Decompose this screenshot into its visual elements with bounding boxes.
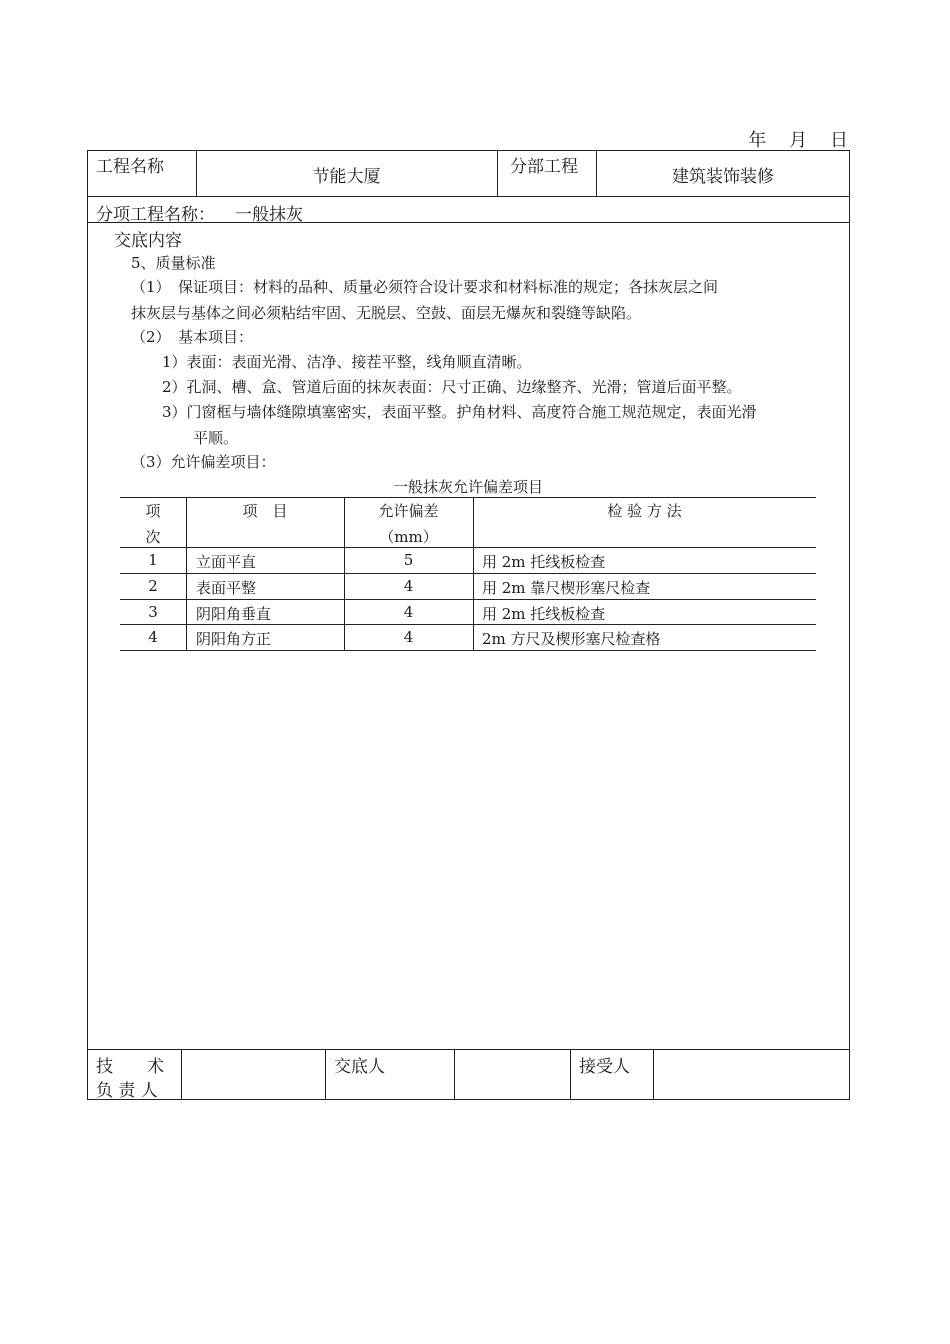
table-cell-tolerance: 5 — [403, 551, 414, 569]
table-cell-method: 用 2m 托线板检查 — [482, 605, 606, 623]
subitem-value: 一般抹灰 — [235, 205, 303, 225]
table-cell-tolerance: 4 — [403, 577, 414, 595]
table-cell-index: 3 — [148, 603, 158, 621]
table-cell-index: 2 — [148, 577, 158, 595]
item5-title: 5、质量标准 — [131, 254, 216, 272]
section-title: 交底内容 — [114, 231, 182, 251]
table-header-tolerance: 允许偏差 — [378, 502, 439, 520]
basic-title: （2） 基本项目： — [131, 328, 254, 346]
tolerance-title: （3）允许偏差项目： — [131, 453, 276, 471]
project-name-label: 工程名称 — [96, 157, 164, 177]
basic-item-3-cont: 平顺。 — [193, 429, 239, 447]
date-line: 年 月 日 — [748, 130, 848, 151]
table-cell-method: 用 2m 靠尺楔形塞尺检查 — [482, 579, 651, 597]
guarantee-line1: （1） 保证项目：材料的品种、质量必须符合设计要求和材料标准的规定；各抹灰层之间 — [131, 278, 719, 296]
subitem-label: 分项工程名称： — [96, 205, 215, 225]
receiver-signature-field[interactable] — [654, 1050, 849, 1099]
table-header-method: 检 验 方 法 — [607, 502, 682, 520]
table-cell-item: 阴阳角垂直 — [196, 605, 272, 623]
table-header-index-2: 次 — [145, 528, 161, 546]
discloser-signature-field[interactable] — [455, 1050, 569, 1099]
basic-item-1: 1）表面：表面光滑、洁净、接茬平整，线角顺直清晰。 — [162, 353, 532, 371]
tech-lead-label: 技 术 — [96, 1057, 164, 1077]
tech-lead-label-2: 负 责 人 — [96, 1081, 158, 1101]
table-cell-item: 立面平直 — [196, 553, 257, 571]
table-header-item: 项 目 — [242, 502, 288, 520]
table-cell-method: 用 2m 托线板检查 — [482, 553, 606, 571]
col-divider — [497, 150, 498, 196]
table-caption: 一般抹灰允许偏差项目 — [392, 478, 543, 496]
col-divider — [325, 1049, 326, 1100]
project-name-value: 节能大厦 — [312, 167, 381, 187]
table-cell-item: 表面平整 — [196, 579, 257, 597]
division-value: 建筑装饰装修 — [672, 167, 774, 187]
table-cell-index: 4 — [148, 628, 158, 646]
basic-item-2: 2）孔洞、槽、盒、管道后面的抹灰表面：尺寸正确、边缘整齐、光滑；管道后面平整。 — [162, 378, 742, 396]
basic-item-3: 3）门窗框与墙体缝隙填塞密实，表面平整。护角材料、高度符合施工规范规定，表面光滑 — [162, 403, 757, 421]
table-cell-method: 2m 方尺及楔形塞尺检查格 — [482, 630, 661, 648]
table-cell-index: 1 — [148, 551, 158, 569]
table-header-tolerance-unit: （mm） — [379, 528, 438, 546]
table-cell-item: 阴阳角方正 — [196, 630, 272, 648]
table-cell-tolerance: 4 — [403, 603, 414, 621]
receiver-label: 接受人 — [579, 1057, 630, 1077]
discloser-label: 交底人 — [334, 1057, 385, 1077]
col-divider — [570, 1049, 571, 1100]
table-header-index: 项 — [145, 502, 161, 520]
division-label: 分部工程 — [510, 157, 578, 177]
row-divider — [87, 196, 850, 197]
tech-lead-signature-field[interactable] — [182, 1050, 324, 1099]
guarantee-line2: 抹灰层与基体之间必须粘结牢固、无脱层、空鼓、面层无爆灰和裂缝等缺陷。 — [131, 304, 642, 322]
table-cell-tolerance: 4 — [403, 628, 414, 646]
